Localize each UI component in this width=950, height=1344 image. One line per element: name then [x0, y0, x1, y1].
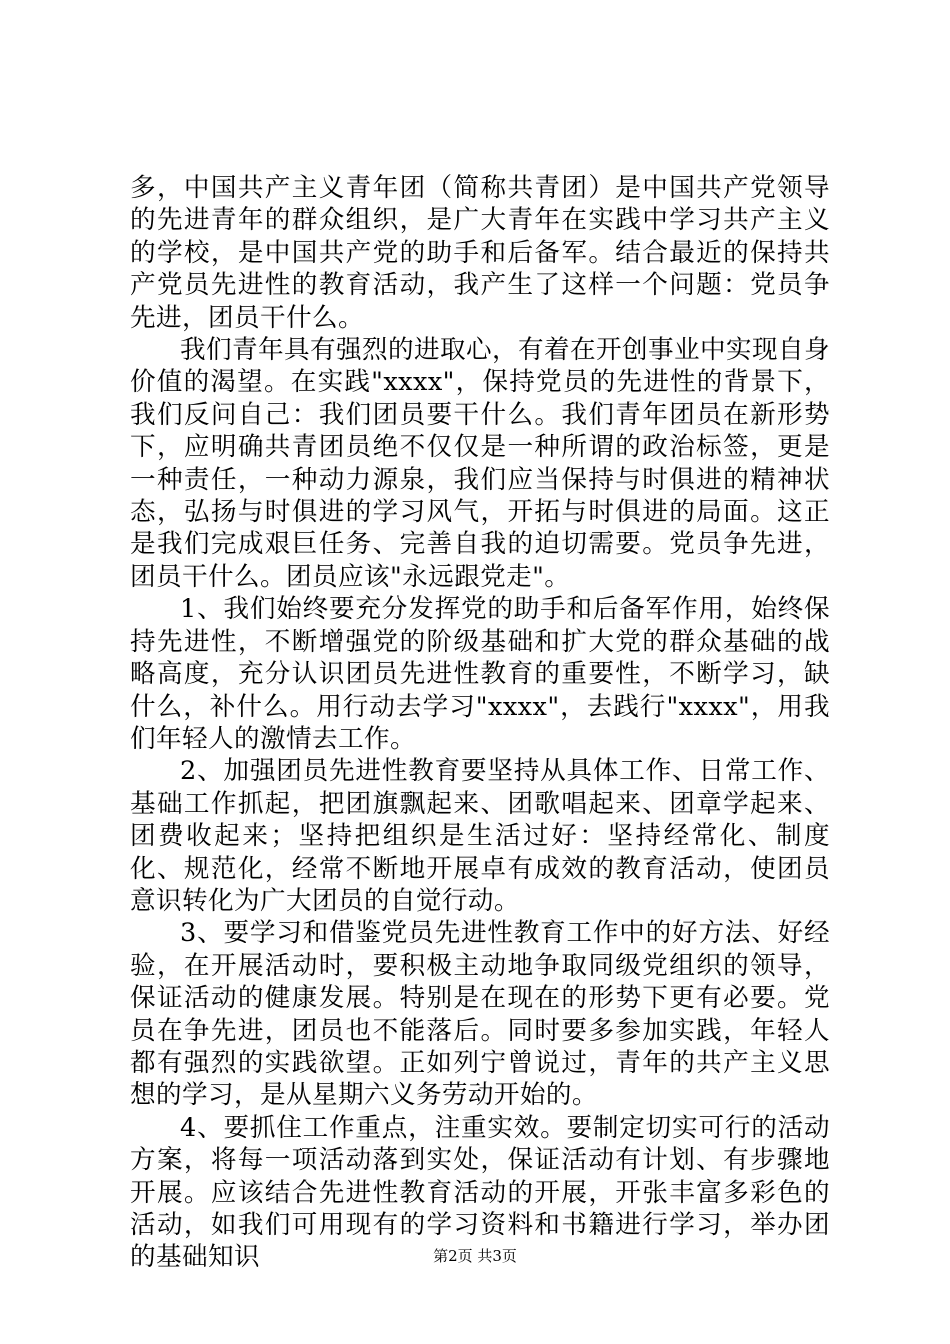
document-body	[130, 172, 830, 1274]
paragraph-point-2: 2、加强团员先进性教育要坚持从具体工作、日常工作、基础工作抓起，把团旗飘起来、团歌唱起来、团章学起来、团费收起来；坚持把组织是生活过好：坚持经常化、制度化、规范化，经常不断地开展卓有成效的教育活动，使团员意识转化为广大团员的自觉行动。	[130, 756, 830, 916]
paragraph-intro: 多，中国共产主义青年团（简称共青团）是中国共产党领导的先进青年的群众组织，是广大青年在实践中学习共产主义的学校，是中国共产党的助手和后备军。结合最近的保持共产党员先进性的教育活动，我产生了这样一个问题：党员争先进，团员干什么。	[130, 173, 830, 333]
paragraph-youth-ambition: 我们青年具有强烈的进取心，有着在开创事业中实现自身价值的渴望。在实践"xxxx"，保持党员的先进性的背景下，我们反问自己：我们团员要干什么。我们青年团员在新形势下，应明确共青团员绝不仅仅是一种所谓的政治标签，更是一种责任，一种动力源泉，我们应当保持与时俱进的精神状态，弘扬与时俱进的学习风气，开拓与时俱进的局面。这正是我们完成艰巨任务、完善自我的迫切需要。党员争先进，团员干什么。团员应该"永远跟党走"。	[130, 335, 830, 592]
page-footer	[0, 1246, 950, 1266]
paragraph-point-3: 3、要学习和借鉴党员先进性教育工作中的好方法、好经验，在开展活动时，要积极主动地争取同级党组织的领导，保证活动的健康发展。特别是在现在的形势下更有必要。党员在争先进，团员也不能落后。同时要多参加实践，年轻人都有强烈的实践欲望。正如列宁曾说过，青年的共产主义思想的学习，是从星期六义务劳动开始的。	[130, 918, 830, 1111]
paragraph-point-1: 1、我们始终要充分发挥党的助手和后备军作用，始终保持先进性，不断增强党的阶级基础和扩大党的群众基础的战略高度，充分认识团员先进性教育的重要性，不断学习，缺什么，补什么。用行动去学习"xxxx"，去践行"xxxx"，用我们年轻人的激情去工作。	[130, 594, 830, 754]
paragraph-point-4: 4、要抓住工作重点，注重实效。要制定切实可行的活动方案，将每一项活动落到实处，保证活动有计划、有步骤地开展。应该结合先进性教育活动的开展，开张丰富多彩色的活动，如我们可用现有的学习资料和书籍进行学习，举办团的基础知识	[130, 1112, 830, 1273]
page-number-label: 第2页 共3页	[433, 1247, 517, 1265]
